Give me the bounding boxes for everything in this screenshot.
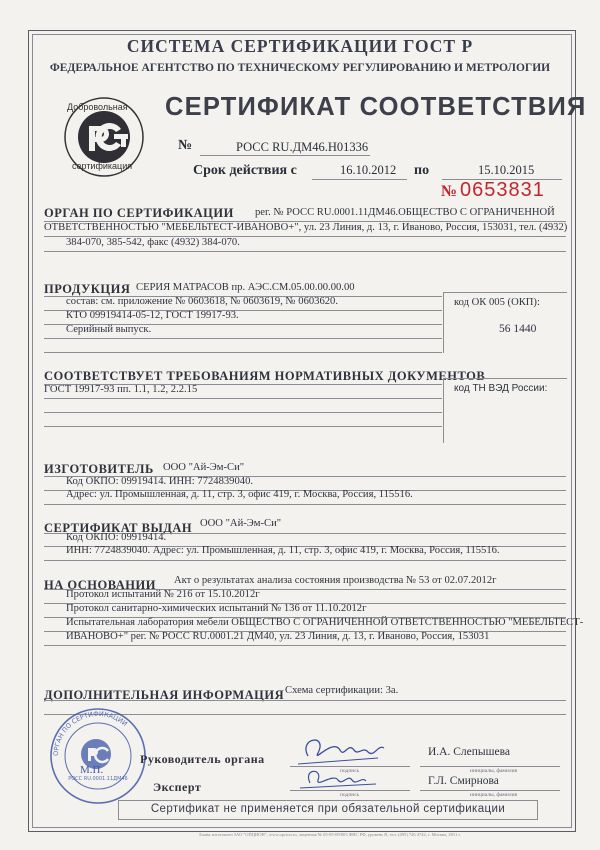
okp-label: код ОК 005 (ОКП):	[454, 297, 540, 308]
logo-bottom-text: сертификация	[72, 161, 133, 171]
okp-value: 56 1440	[499, 323, 537, 335]
compliance-line1: ГОСТ 19917-93 пп. 1.1, 1.2, 2.2.15	[44, 384, 198, 395]
system-title: СИСТЕМА СЕРТИФИКАЦИИ ГОСТ Р	[126, 36, 474, 56]
issued-line1: Код ОКПО: 09919414.	[66, 532, 167, 543]
manufacturer-name: ООО "Ай-Эм-Си"	[163, 462, 245, 473]
expert-initials-caption: инициалы, фамилия	[470, 792, 518, 798]
basis-line4: Испытательная лаборатория мебели ОБЩЕСТВО С ОГРАНИЧЕННОЙ ОТВЕТСТВЕННОСТЬЮ "МЕБЕЛЬТЕСТ-	[66, 617, 584, 628]
organ-heading: ОРГАН ПО СЕРТИФИКАЦИИ	[44, 206, 234, 220]
head-initials-caption: инициалы, фамилия	[470, 768, 518, 774]
seal-place-mp: М.П.	[80, 764, 104, 776]
certificate-number: РОСС RU.ДМ46.Н01336	[236, 140, 369, 154]
tnved-label: код ТН ВЭД России:	[454, 383, 548, 394]
organ-line3: 384-070, 385-542, факс (4932) 384-070.	[66, 237, 240, 248]
issued-line2: ИНН: 7724839040. Адрес: ул. Промышленная, д. 11, стр. 3, офис 419, г. Москва, Россия, 115516.	[66, 545, 500, 556]
blank-imprint: Бланк изготовлен ЗАО "ОПЦИОН", www.opcion.ru, лицензия № 05-05-09/003 ФНС РФ, уровень В, тел. (495) 726 4742, г. Москва, 2011 г.	[199, 832, 461, 837]
certificate-title: СЕРТИФИКАТ СООТВЕТСТВИЯ	[165, 93, 587, 121]
agency-name: ФЕДЕРАЛЬНОЕ АГЕНТСТВО ПО ТЕХНИЧЕСКОМУ РЕГУЛИРОВАНИЮ И МЕТРОЛОГИИ	[49, 62, 551, 74]
head-label: Руководитель органа	[140, 752, 265, 766]
issued-name: ООО "Ай-Эм-Си"	[200, 518, 282, 529]
footer-note: Сертификат не применяется при обязательной сертификации	[150, 803, 506, 815]
to-label: по	[414, 163, 430, 178]
head-name: И.А. Слепышева	[428, 746, 510, 758]
handwritten-signatures	[288, 728, 398, 798]
expert-name: Г.Л. Смирнова	[428, 775, 499, 787]
expert-sign-caption: подпись	[340, 792, 360, 798]
compliance-heading: СООТВЕТСТВУЕТ ТРЕБОВАНИЯМ НОРМАТИВНЫХ ДОКУМЕНТОВ	[44, 369, 486, 383]
organ-stamp	[48, 706, 148, 806]
logo-top-text: Добровольная	[67, 102, 128, 112]
certification-scheme: Схема сертификации: 3а.	[285, 685, 399, 696]
head-sign-caption: подпись	[340, 768, 360, 774]
expert-label: Эксперт	[153, 780, 202, 794]
product-line1: состав: см. приложение № 0603618, № 0603619, № 0603620.	[66, 296, 338, 307]
product-line2: КТО 09919414-05-12, ГОСТ 19917-93.	[66, 310, 239, 321]
manufacturer-line1: Код ОКПО: 09919414. ИНН: 7724839040.	[66, 476, 254, 487]
valid-from: 16.10.2012	[340, 163, 397, 177]
product-name: СЕРИЯ МАТРАСОВ пр. АЭС.СМ.05.00.00.00.00	[136, 282, 355, 293]
basis-line3: Протокол санитарно-химических испытаний № 136 от 11.10.2012г	[66, 603, 367, 614]
stamp-ring-text: ОРГАН ПО СЕРТИФИКАЦИИ	[51, 709, 129, 757]
number-label: №	[178, 138, 193, 153]
basis-heading: НА ОСНОВАНИИ	[44, 578, 156, 592]
organ-line1: рег. № РОСС RU.0001.11ДМ46.ОБЩЕСТВО С ОГРАНИЧЕННОЙ	[255, 207, 555, 218]
validity-label: Срок действия с	[193, 163, 297, 178]
issued-heading: СЕРТИФИКАТ ВЫДАН	[44, 521, 193, 535]
basis-line1: Акт о результатах анализа состояния производства № 53 от 02.07.2012г	[174, 575, 497, 586]
serial-label: №	[441, 183, 458, 200]
basis-line5: ИВАНОВО+" рег. № РОСС RU.0001.21 ДМ40, ул. 23 Линия, д. 13, г. Иваново, Россия, 153031	[66, 631, 490, 642]
product-line3: Серийный выпуск.	[66, 324, 152, 335]
product-heading: ПРОДУКЦИЯ	[44, 282, 131, 296]
organ-line2: ОТВЕТСТВЕННОСТЬЮ "МЕБЕЛЬТЕСТ-ИВАНОВО+", ул. 23 Линия, д. 13, г. Иваново, Россия, 153031, тел. (4932)	[44, 222, 568, 233]
additional-heading: ДОПОЛНИТЕЛЬНАЯ ИНФОРМАЦИЯ	[44, 688, 285, 702]
serial-number: 0653831	[460, 179, 545, 201]
manufacturer-heading: ИЗГОТОВИТЕЛЬ	[44, 462, 154, 476]
valid-to: 15.10.2015	[478, 163, 535, 177]
stamp-reg: РОСС RU.0001.11ДМ46	[68, 776, 128, 782]
basis-line2: Протокол испытаний № 216 от 15.10.2012г	[66, 589, 260, 600]
manufacturer-line2: Адрес: ул. Промышленная, д. 11, стр. 3, офис 419, г. Москва, Россия, 115516.	[66, 489, 413, 500]
